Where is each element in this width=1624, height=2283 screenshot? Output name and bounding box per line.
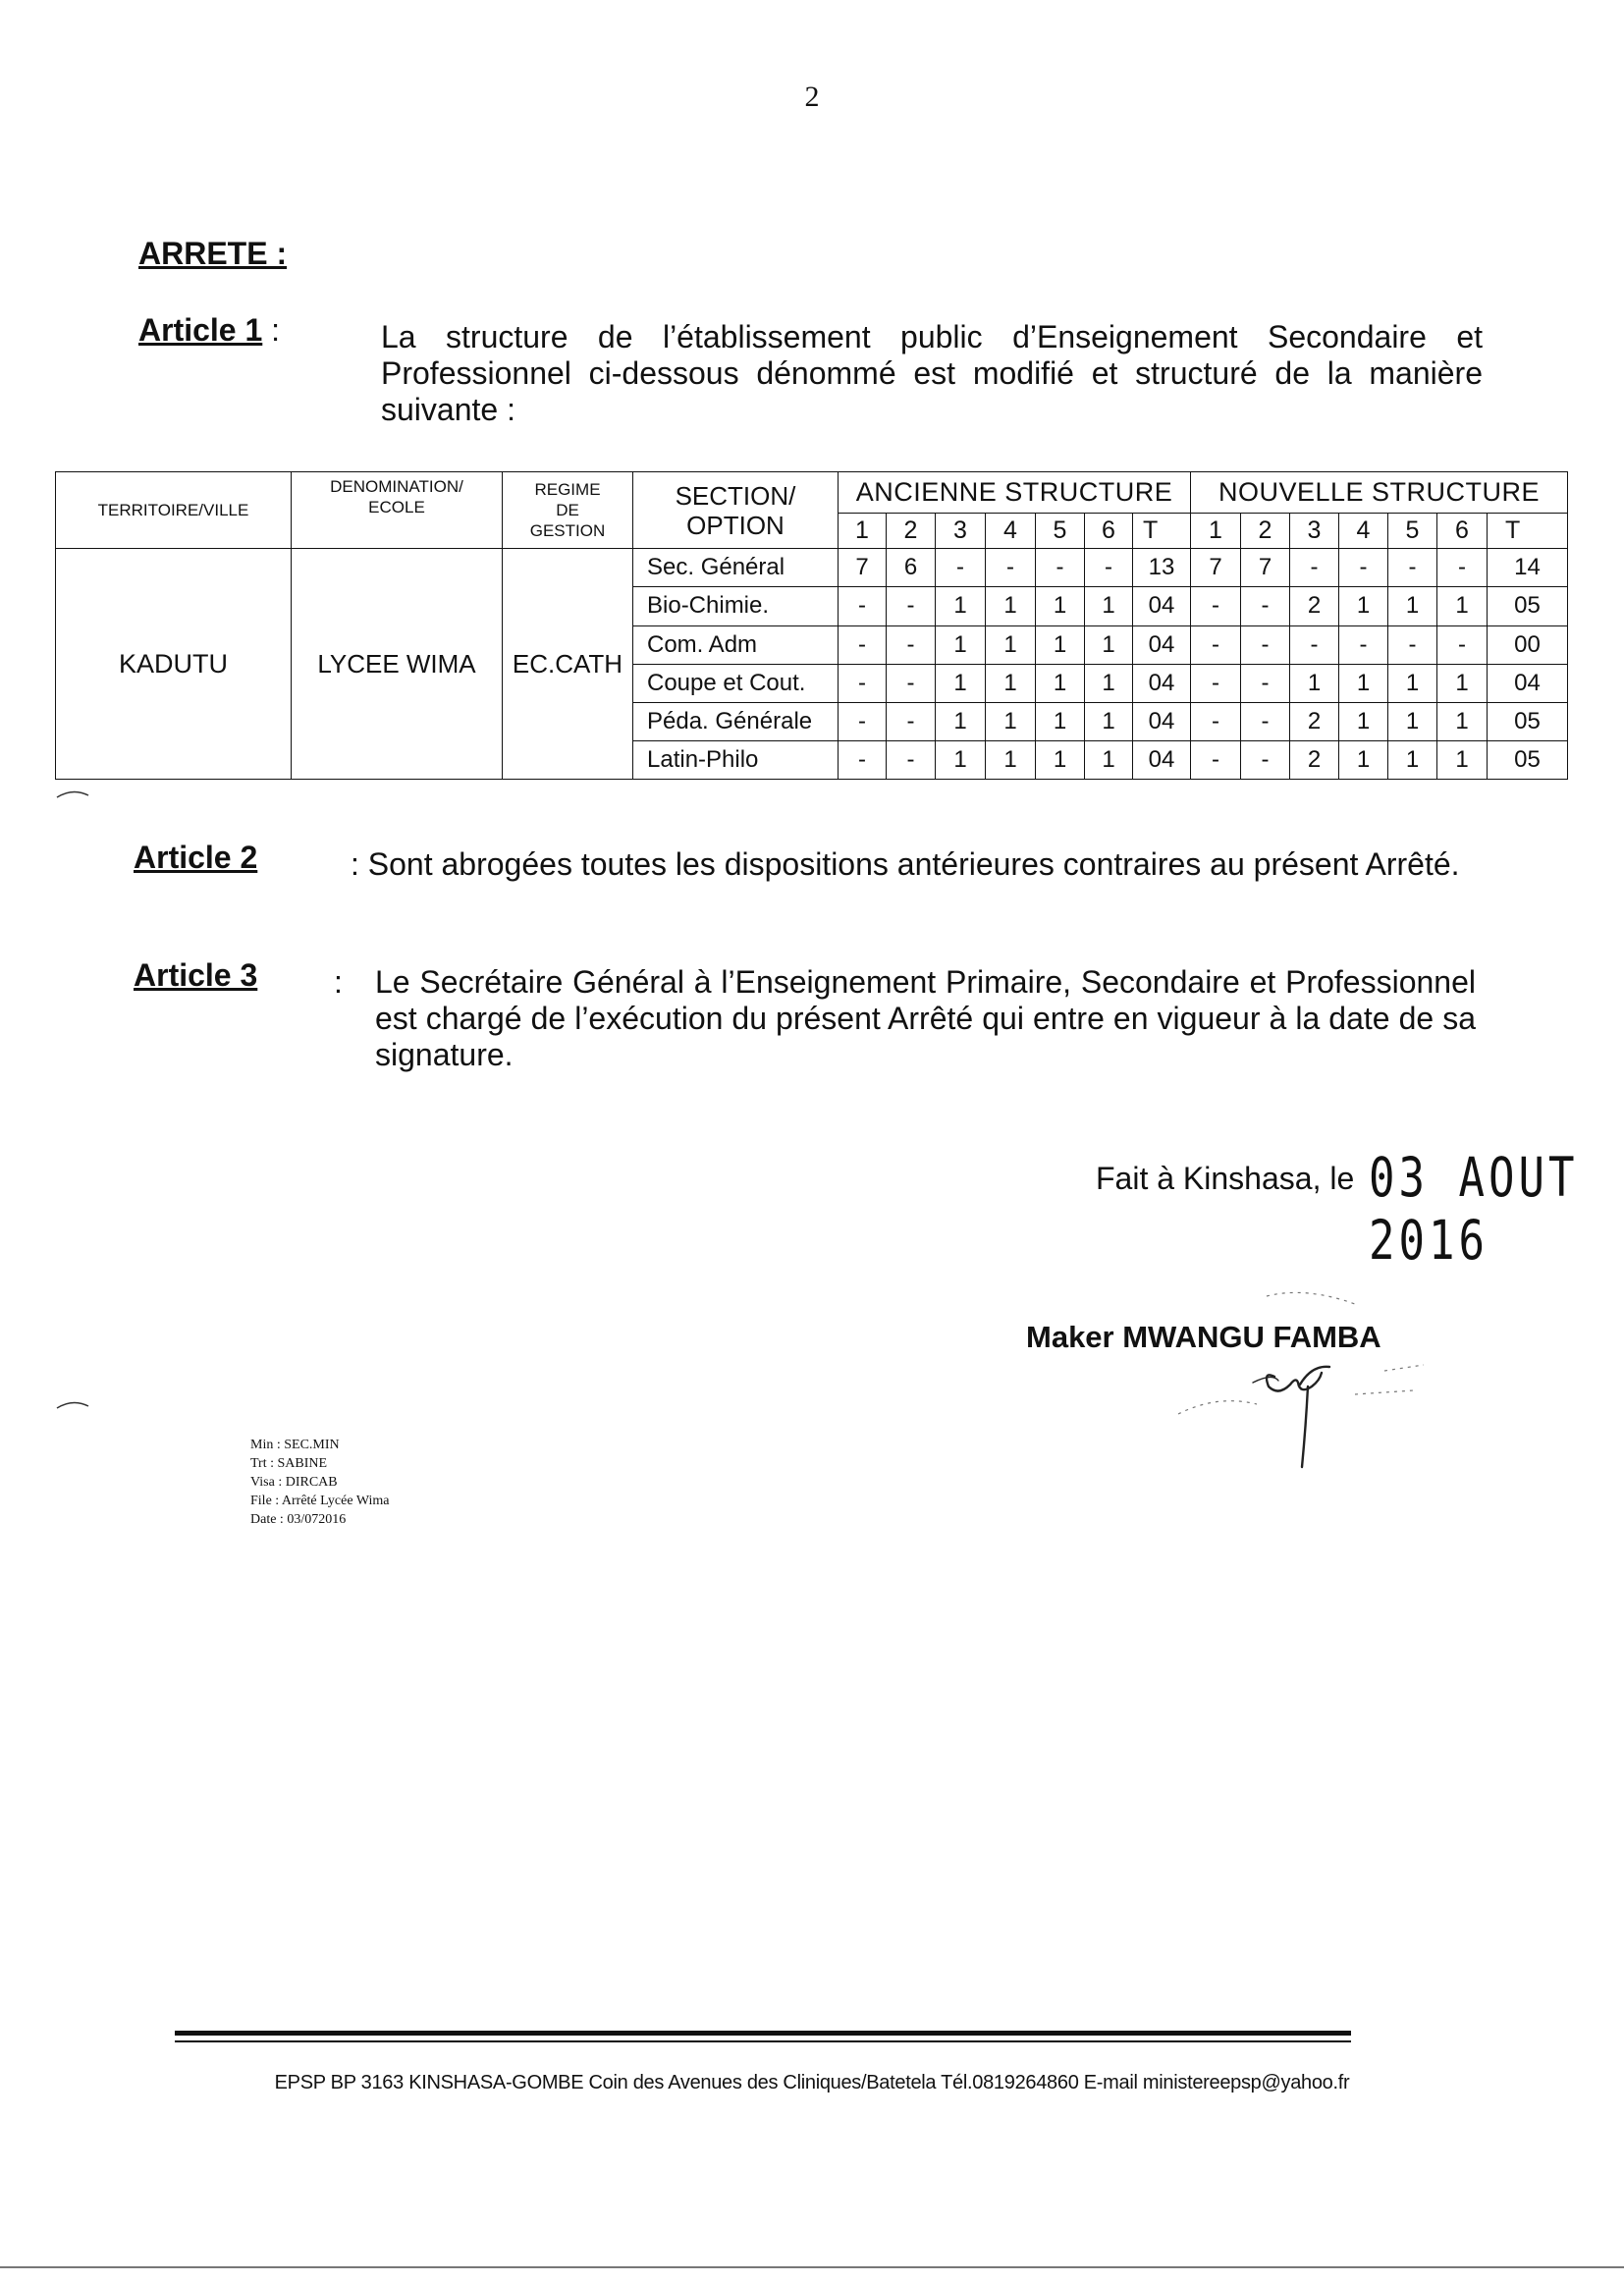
year-cell-nouvelle: - (1191, 664, 1241, 702)
year-cell-ancienne: - (887, 740, 936, 779)
header-section (633, 472, 839, 549)
year-cell-ancienne: 1 (936, 702, 986, 740)
reference-line: Date : 03/072016 (250, 1512, 347, 1527)
year-cell-ancienne: - (887, 664, 936, 702)
total-cell-nouvelle: 05 (1488, 740, 1568, 779)
year-cell-ancienne: 1 (1036, 740, 1085, 779)
year-cell-ancienne: 1 (936, 625, 986, 664)
year-cell-ancienne: 1 (1085, 587, 1133, 625)
header-ancienne-structure: ANCIENNE STRUCTURE (839, 472, 1191, 514)
year-cell-nouvelle: 2 (1290, 740, 1339, 779)
year-cell-nouvelle: - (1290, 549, 1339, 587)
year-cell-ancienne: 1 (986, 664, 1036, 702)
margin-mark (55, 784, 94, 803)
page-number: 2 (804, 81, 820, 113)
year-cell-ancienne: - (839, 740, 887, 779)
signer-name: Maker MWANGU FAMBA (1026, 1320, 1381, 1354)
year-cell-ancienne: 1 (986, 587, 1036, 625)
total-cell-nouvelle: 14 (1488, 549, 1568, 587)
year-cell-nouvelle: 1 (1388, 702, 1437, 740)
year-cell-nouvelle: 1 (1388, 587, 1437, 625)
handwritten-signature (1159, 1277, 1453, 1483)
year-header: 4 (986, 514, 1036, 549)
year-cell-ancienne: 7 (839, 549, 887, 587)
year-cell-nouvelle: 7 (1241, 549, 1290, 587)
total-cell-nouvelle: 05 (1488, 702, 1568, 740)
header-regime-line2: DE (556, 501, 579, 520)
total-cell-ancienne: 04 (1133, 702, 1191, 740)
header-denomination-line2: ECOLE (368, 498, 425, 516)
regime-cell: EC.CATH (503, 549, 633, 780)
year-cell-ancienne: 1 (1036, 625, 1085, 664)
header-territoire: TERRITOIRE/VILLE (56, 472, 292, 549)
header-section-line2: OPTION (686, 510, 785, 540)
ecole-cell: LYCEE WIMA (292, 549, 503, 780)
year-header: 5 (1036, 514, 1085, 549)
year-cell-nouvelle: - (1191, 625, 1241, 664)
year-cell-ancienne: - (887, 587, 936, 625)
year-header: 2 (887, 514, 936, 549)
year-cell-ancienne: - (936, 549, 986, 587)
option-cell: Bio-Chimie. (633, 587, 839, 625)
year-cell-nouvelle: - (1388, 549, 1437, 587)
year-cell-nouvelle: - (1241, 587, 1290, 625)
option-cell: Latin-Philo (633, 740, 839, 779)
page-bottom-edge (0, 2266, 1624, 2268)
article3-colon: : (334, 964, 343, 1000)
year-cell-nouvelle: - (1191, 587, 1241, 625)
header-section-line1: SECTION/ (675, 480, 796, 511)
year-cell-nouvelle: 1 (1339, 702, 1388, 740)
year-cell-nouvelle: 1 (1388, 664, 1437, 702)
option-cell: Com. Adm (633, 625, 839, 664)
year-header: 1 (839, 514, 887, 549)
year-cell-ancienne: - (839, 702, 887, 740)
year-cell-nouvelle: - (1191, 702, 1241, 740)
total-header: T (1488, 514, 1568, 549)
year-cell-ancienne: - (887, 625, 936, 664)
year-cell-nouvelle: - (1437, 549, 1488, 587)
year-cell-ancienne: 1 (936, 664, 986, 702)
year-cell-ancienne: 1 (986, 625, 1036, 664)
year-cell-ancienne: - (1085, 549, 1133, 587)
year-cell-nouvelle: 2 (1290, 702, 1339, 740)
year-cell-ancienne: 1 (986, 740, 1036, 779)
reference-block (250, 1436, 389, 1529)
year-cell-ancienne: 1 (1036, 587, 1085, 625)
option-cell: Sec. Général (633, 549, 839, 587)
year-cell-ancienne: 1 (1085, 625, 1133, 664)
year-cell-nouvelle: - (1241, 664, 1290, 702)
option-cell: Péda. Générale (633, 702, 839, 740)
year-cell-ancienne: 1 (936, 587, 986, 625)
year-header: 6 (1437, 514, 1488, 549)
year-cell-nouvelle: - (1290, 625, 1339, 664)
year-cell-nouvelle: - (1388, 625, 1437, 664)
year-cell-nouvelle: 2 (1290, 587, 1339, 625)
year-cell-ancienne: - (1036, 549, 1085, 587)
year-cell-nouvelle: - (1437, 625, 1488, 664)
reference-line: Trt : SABINE (250, 1456, 328, 1471)
year-cell-nouvelle: - (1241, 740, 1290, 779)
footer-contact: EPSP BP 3163 KINSHASA-GOMBE Coin des Avenues des Cliniques/Batetela Tél.0819264860 E-mail ministereepsp@yahoo.fr (274, 2072, 1350, 2093)
year-cell-nouvelle: - (1241, 625, 1290, 664)
total-header: T (1133, 514, 1191, 549)
structure-table (55, 471, 1568, 780)
article2-text: : Sont abrogées toutes les dispositions antérieures contraires au présent Arrêté. (351, 846, 1460, 882)
year-cell-nouvelle: 1 (1437, 587, 1488, 625)
year-cell-nouvelle: 1 (1339, 740, 1388, 779)
year-cell-nouvelle: 1 (1437, 740, 1488, 779)
margin-mark (55, 1394, 94, 1414)
article2-label (134, 840, 257, 876)
year-cell-nouvelle: - (1191, 740, 1241, 779)
year-cell-ancienne: 1 (1085, 702, 1133, 740)
decree-heading: ARRETE : (138, 236, 288, 271)
article1-colon: : (271, 312, 281, 348)
header-nouvelle-structure: NOUVELLE STRUCTURE (1191, 472, 1568, 514)
year-cell-nouvelle: 1 (1437, 702, 1488, 740)
year-cell-ancienne: 1 (986, 702, 1036, 740)
header-regime (503, 472, 633, 549)
year-cell-ancienne: 1 (936, 740, 986, 779)
date-stamp: 03 AOUT 2016 (1369, 1147, 1579, 1273)
year-cell-ancienne: 1 (1036, 702, 1085, 740)
article1-text: La structure de l’établissement public d’Enseignement Secondaire et Professionnel ci-dessous dénommé est modifié et structuré de la manière suivante : (381, 319, 1483, 427)
year-header: 6 (1085, 514, 1133, 549)
year-cell-ancienne: - (839, 587, 887, 625)
year-cell-ancienne: 1 (1036, 664, 1085, 702)
total-cell-ancienne: 04 (1133, 625, 1191, 664)
place-date-line: Fait à Kinshasa, le (1096, 1161, 1355, 1196)
table-header-row (56, 472, 1568, 514)
year-cell-nouvelle: - (1339, 625, 1388, 664)
reference-line: Min : SEC.MIN (250, 1438, 340, 1452)
article3-text: Le Secrétaire Général à l’Enseignement Primaire, Secondaire et Professionnel est chargé de l’exécution du présent Arrêté qui entre en vigueur à la date de sa signature. (375, 964, 1476, 1072)
reference-line: Visa : DIRCAB (250, 1475, 338, 1490)
footer-rule (175, 2031, 1351, 2036)
article2-label-text: Article 2 (134, 840, 258, 875)
article1-label-text: Article 1 (138, 312, 263, 348)
header-denomination (292, 472, 503, 549)
year-cell-ancienne: - (986, 549, 1036, 587)
header-denomination-line1: DENOMINATION/ (330, 477, 463, 496)
header-regime-line3: GESTION (529, 521, 606, 541)
footer-rule-thin (175, 2040, 1351, 2042)
year-cell-nouvelle: 1 (1290, 664, 1339, 702)
total-cell-ancienne: 04 (1133, 587, 1191, 625)
year-cell-nouvelle: 1 (1437, 664, 1488, 702)
year-header: 1 (1191, 514, 1241, 549)
year-cell-ancienne: - (887, 702, 936, 740)
article1-label (138, 312, 280, 349)
article3-label (134, 957, 257, 994)
year-cell-ancienne: 6 (887, 549, 936, 587)
total-cell-ancienne: 04 (1133, 740, 1191, 779)
total-cell-nouvelle: 00 (1488, 625, 1568, 664)
total-cell-nouvelle: 04 (1488, 664, 1568, 702)
territoire-cell: KADUTU (56, 549, 292, 780)
year-header: 2 (1241, 514, 1290, 549)
total-cell-ancienne: 04 (1133, 664, 1191, 702)
year-cell-nouvelle: - (1339, 549, 1388, 587)
year-cell-nouvelle: - (1241, 702, 1290, 740)
header-regime-line1: REGIME (534, 480, 601, 500)
total-cell-nouvelle: 05 (1488, 587, 1568, 625)
year-cell-nouvelle: 7 (1191, 549, 1241, 587)
year-cell-ancienne: - (839, 664, 887, 702)
year-header: 3 (936, 514, 986, 549)
year-cell-ancienne: - (839, 625, 887, 664)
year-header: 4 (1339, 514, 1388, 549)
year-cell-nouvelle: 1 (1339, 664, 1388, 702)
year-cell-nouvelle: 1 (1388, 740, 1437, 779)
total-cell-ancienne: 13 (1133, 549, 1191, 587)
article3-label-text: Article 3 (134, 957, 258, 993)
table-row (56, 549, 1568, 587)
reference-line: File : Arrêté Lycée Wima (250, 1494, 390, 1508)
year-cell-nouvelle: 1 (1339, 587, 1388, 625)
option-cell: Coupe et Cout. (633, 664, 839, 702)
year-header: 5 (1388, 514, 1437, 549)
year-cell-ancienne: 1 (1085, 740, 1133, 779)
year-cell-ancienne: 1 (1085, 664, 1133, 702)
year-header: 3 (1290, 514, 1339, 549)
